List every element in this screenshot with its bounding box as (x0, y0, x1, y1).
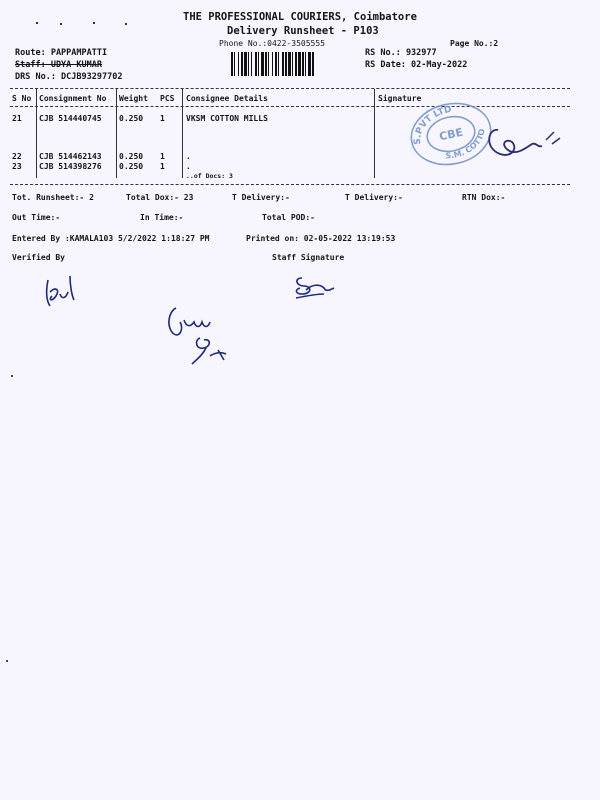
barcode-bar (241, 52, 243, 76)
scan-speck (125, 23, 127, 25)
barcode-bar (285, 52, 287, 76)
verified-by-label: Verified By (12, 253, 65, 262)
barcode-bar (238, 52, 239, 76)
col-header-sno: S No (12, 94, 32, 103)
barcode-bar (305, 52, 306, 76)
column-divider (374, 89, 375, 178)
barcode-bar (261, 52, 264, 76)
barcode-bar (248, 52, 249, 76)
col-header-consignee: Consignee Details (186, 94, 268, 103)
verifier-signature (40, 272, 90, 312)
receiver-signature (478, 118, 568, 168)
out-time: Out Time:- (12, 213, 61, 222)
cell-pcs: 1 (160, 162, 165, 171)
rs-date: RS Date: 02-May-2022 (365, 60, 468, 70)
document-title: Delivery Runsheet - P103 (227, 25, 379, 37)
cell-weight: 0.250 (119, 152, 144, 161)
barcode-bar (272, 52, 273, 76)
col-header-signature: Signature (378, 94, 422, 103)
page-number: Page No.:2 (450, 39, 499, 48)
cell-consignee: VKSM COTTON MILLS (186, 114, 268, 123)
barcode-bar (268, 52, 269, 76)
staff-label: Staff: UDYA KUMAR (15, 60, 102, 70)
entered-by: Entered By :KAMALA103 5/2/2022 1:18:27 PM (12, 234, 210, 243)
total-dox: Total Dox:- 23 (126, 193, 194, 202)
drs-number: DRS No.: DCJB93297702 (15, 72, 123, 82)
stamp-text-bottom: S.M. COTTON (393, 100, 487, 161)
company-name: THE PROFESSIONAL COURIERS, Coimbatore (183, 11, 417, 23)
cell-sno: 23 (12, 162, 22, 171)
table-bottom-divider (10, 184, 570, 185)
total-delivery: T Delivery:- (232, 193, 290, 202)
route-label: Route: PAPPAMPATTI (15, 48, 108, 58)
barcode-bar (292, 52, 293, 76)
loose-signature (162, 298, 242, 370)
svg-text:S.M. COTTON (394, 84, 492, 169)
cell-consignee: . (186, 162, 191, 171)
cell-consignee: . (186, 152, 191, 161)
barcode-bar (278, 52, 279, 76)
barcode-bar (251, 52, 252, 76)
printed-on: Printed on: 02-05-2022 13:19:53 (246, 234, 396, 243)
barcode-bar (298, 52, 301, 76)
barcode-bar (282, 52, 284, 76)
barcode-bar (258, 52, 259, 76)
docs-count: ..of Docs: 3 (186, 172, 233, 180)
rtn-dox: RTN Dox:- (462, 193, 506, 202)
scan-speck (36, 22, 38, 24)
barcode-icon (231, 52, 351, 76)
table-top-divider (10, 88, 570, 89)
column-divider (116, 89, 117, 178)
cell-weight: 0.250 (119, 162, 144, 171)
barcode-bar (302, 52, 304, 76)
total-non-delivery: T Delivery:- (345, 193, 403, 202)
barcode-bar (295, 52, 297, 76)
col-header-weight: Weight (119, 94, 148, 103)
cell-weight: 0.250 (119, 114, 144, 123)
column-divider (182, 89, 183, 178)
scan-speck (11, 375, 13, 377)
barcode-bar (255, 52, 257, 76)
cell-pcs: 1 (160, 114, 165, 123)
staff-signature (290, 272, 340, 304)
cell-consignment: CJB 514462143 (39, 152, 102, 161)
barcode-bar (244, 52, 247, 76)
staff-signature-label: Staff Signature (272, 253, 345, 262)
cell-sno: 22 (12, 152, 22, 161)
barcode-bar (312, 52, 314, 76)
cell-sno: 21 (12, 114, 22, 123)
cell-pcs: 1 (160, 152, 165, 161)
scan-speck (93, 22, 95, 24)
in-time: In Time:- (140, 213, 184, 222)
cell-consignment: CJB 514440745 (39, 114, 102, 123)
stamp-text-mid: CBE (438, 125, 465, 144)
barcode-bar (275, 52, 277, 76)
scan-speck (6, 660, 8, 662)
barcode-bar (308, 52, 311, 76)
barcode-bar (265, 52, 267, 76)
col-header-pcs: PCS (160, 94, 175, 103)
cell-consignment: CJB 514398276 (39, 162, 102, 171)
col-header-consignment: Consignment No (39, 94, 107, 103)
stamp-text-top: S.PVT LTD (413, 104, 453, 145)
phone-number: Phone No.:0422-3505555 (219, 39, 325, 48)
barcode-bar (234, 52, 235, 76)
barcode-bar (231, 52, 233, 76)
total-pod: Total POD:- (262, 213, 315, 222)
barcode-bar (288, 52, 291, 76)
rs-number: RS No.: 932977 (365, 48, 437, 58)
column-divider (36, 89, 37, 178)
scan-speck (60, 23, 62, 25)
total-runsheet: Tot. Runsheet:- 2 (12, 193, 94, 202)
